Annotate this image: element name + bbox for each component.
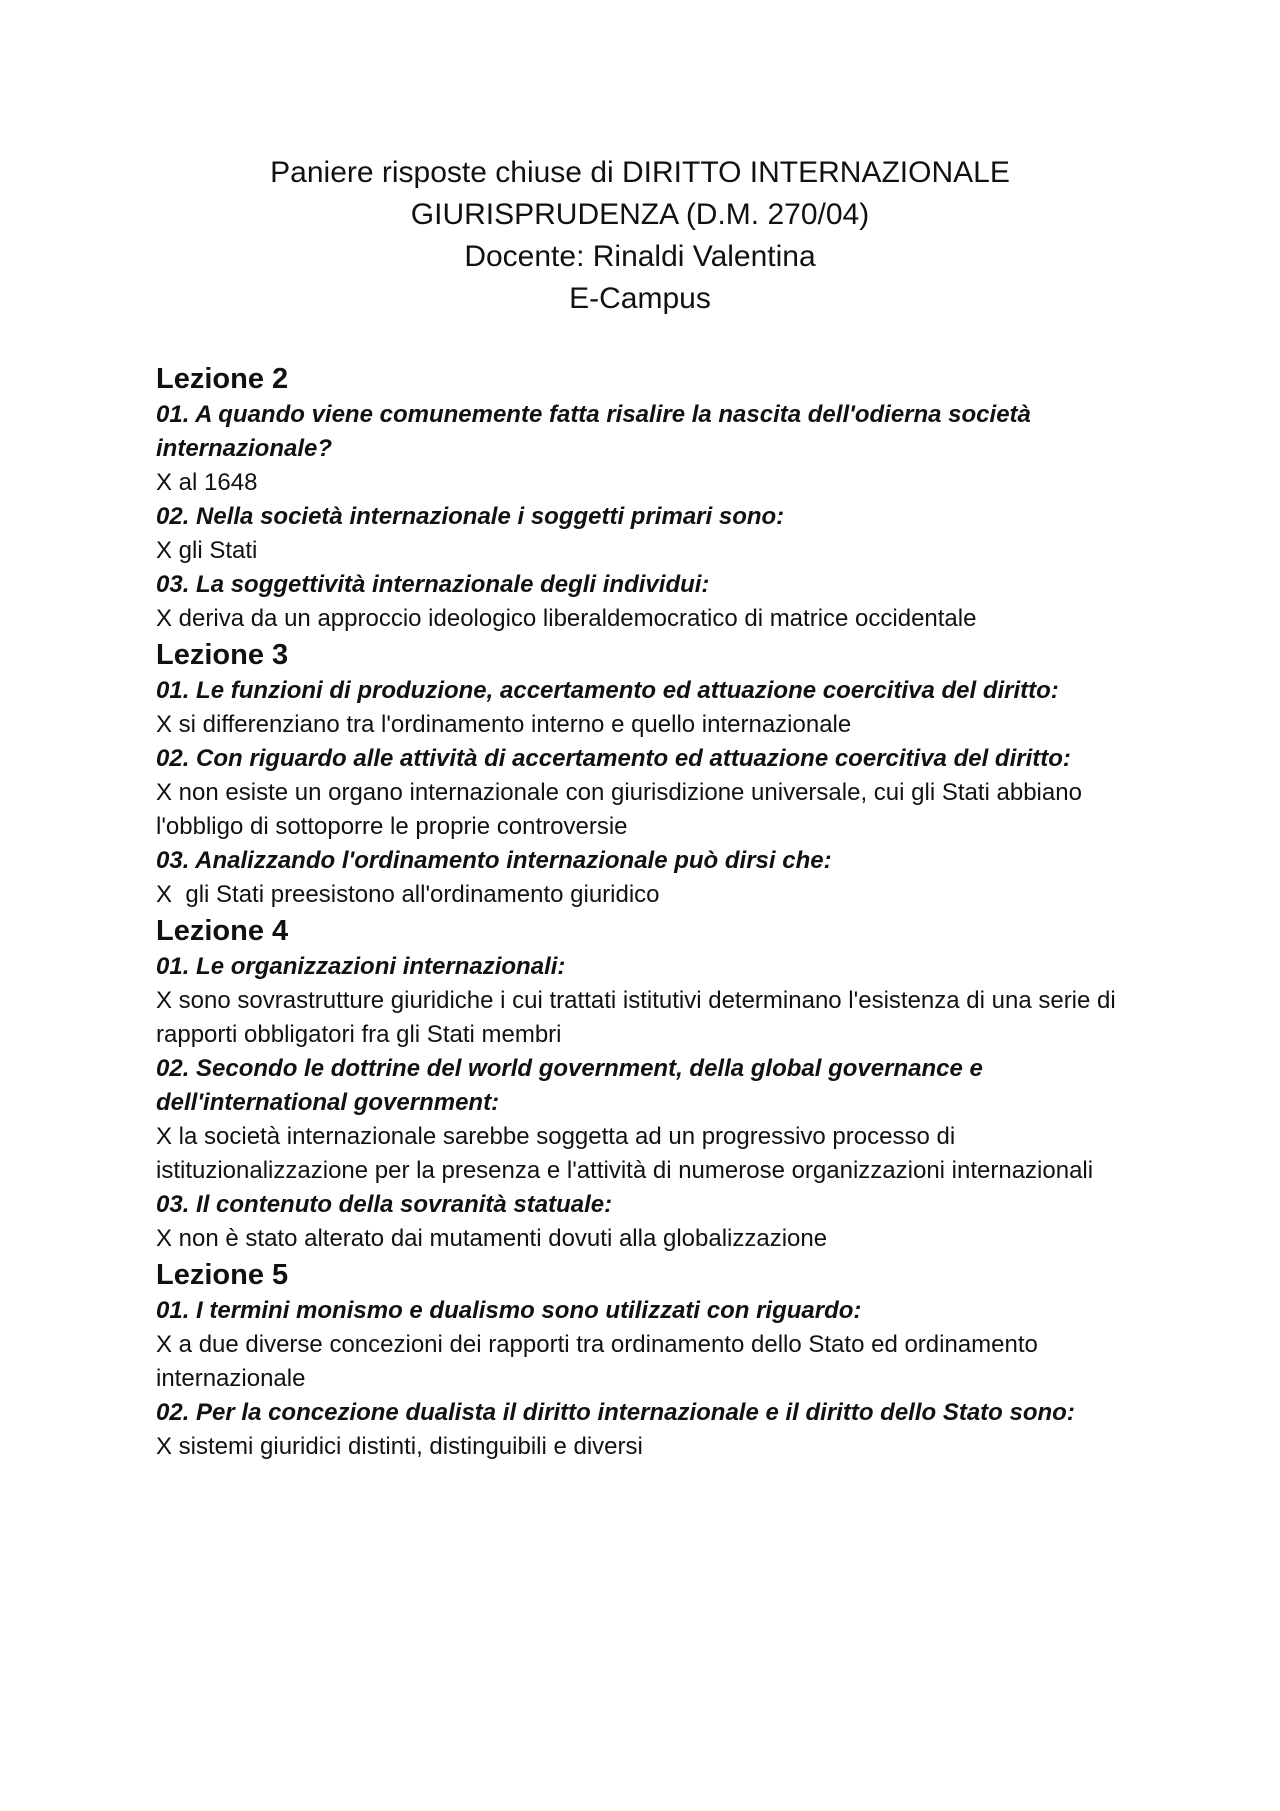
answer-text: X si differenziano tra l'ordinamento interno e quello internazionale xyxy=(156,711,852,738)
title-line-university: E-Campus xyxy=(569,282,711,315)
question-text: 02. Nella società internazionale i soggetti primari sono: xyxy=(156,503,785,530)
question-text: 02. Con riguardo alle attività di accertamento ed attuazione coercitiva del diritto: xyxy=(156,745,1071,772)
answer-text: X al 1648 xyxy=(156,469,258,496)
answer-text: X sono sovrastrutture giuridiche i cui trattati istitutivi determinano l'esistenza di una serie di rapporti obbligatori fra gli Stati membri xyxy=(156,987,1123,1048)
title-line-teacher: Docente: Rinaldi Valentina xyxy=(464,240,816,273)
answer-text: X gli Stati xyxy=(156,537,258,564)
lesson-section xyxy=(156,360,1116,636)
question-text: 03. Il contenuto della sovranità statuale: xyxy=(156,1191,613,1218)
lesson-section xyxy=(156,912,1123,1256)
question-text: 02. Per la concezione dualista il diritto internazionale e il diritto dello Stato sono: xyxy=(156,1399,1075,1426)
question-text: 01. A quando viene comunemente fatta risalire la nascita dell'odierna società internazionale? xyxy=(156,401,1031,462)
answer-text: X sistemi giuridici distinti, distinguibili e diversi xyxy=(156,1433,643,1460)
lessons-content xyxy=(156,360,1123,1464)
answer-text: X non è stato alterato dai mutamenti dovuti alla globalizzazione xyxy=(156,1225,828,1252)
answer-text: X deriva da un approccio ideologico liberaldemocratico di matrice occidentale xyxy=(156,605,977,632)
lesson-title: Lezione 2 xyxy=(156,363,289,395)
lesson-section xyxy=(156,1256,1116,1464)
document-title xyxy=(0,152,1280,320)
answer-text: X non esiste un organo internazionale con giurisdizione universale, cui gli Stati abbiano l'obbligo di sottoporre le proprie controversie xyxy=(156,779,1089,840)
question-text: 03. Analizzando l'ordinamento internazionale può dirsi che: xyxy=(156,847,832,874)
title-line-course: Paniere risposte chiuse di DIRITTO INTERNAZIONALE xyxy=(270,156,1010,189)
question-text: 03. La soggettività internazionale degli individui: xyxy=(156,571,710,598)
lesson-title: Lezione 3 xyxy=(156,639,289,671)
question-text: 02. Secondo le dottrine del world government, della global governance e dell'international government: xyxy=(156,1055,983,1116)
lesson-section xyxy=(156,636,1116,912)
question-text: 01. Le organizzazioni internazionali: xyxy=(156,953,566,980)
lesson-title: Lezione 4 xyxy=(156,915,289,947)
answer-text: X a due diverse concezioni dei rapporti tra ordinamento dello Stato ed ordinamento internazionale xyxy=(156,1331,1045,1392)
answer-text: X la società internazionale sarebbe soggetta ad un progressivo processo di istituzionalizzazione per la presenza e l'attività di numerose organizzazioni internazionali xyxy=(156,1123,1094,1184)
question-text: 01. Le funzioni di produzione, accertamento ed attuazione coercitiva del diritto: xyxy=(156,677,1059,704)
answer-text: X gli Stati preesistono all'ordinamento giuridico xyxy=(156,881,660,908)
title-line-degree: GIURISPRUDENZA (D.M. 270/04) xyxy=(410,198,870,231)
lesson-title: Lezione 5 xyxy=(156,1259,289,1291)
question-text: 01. I termini monismo e dualismo sono utilizzati con riguardo: xyxy=(156,1297,862,1324)
